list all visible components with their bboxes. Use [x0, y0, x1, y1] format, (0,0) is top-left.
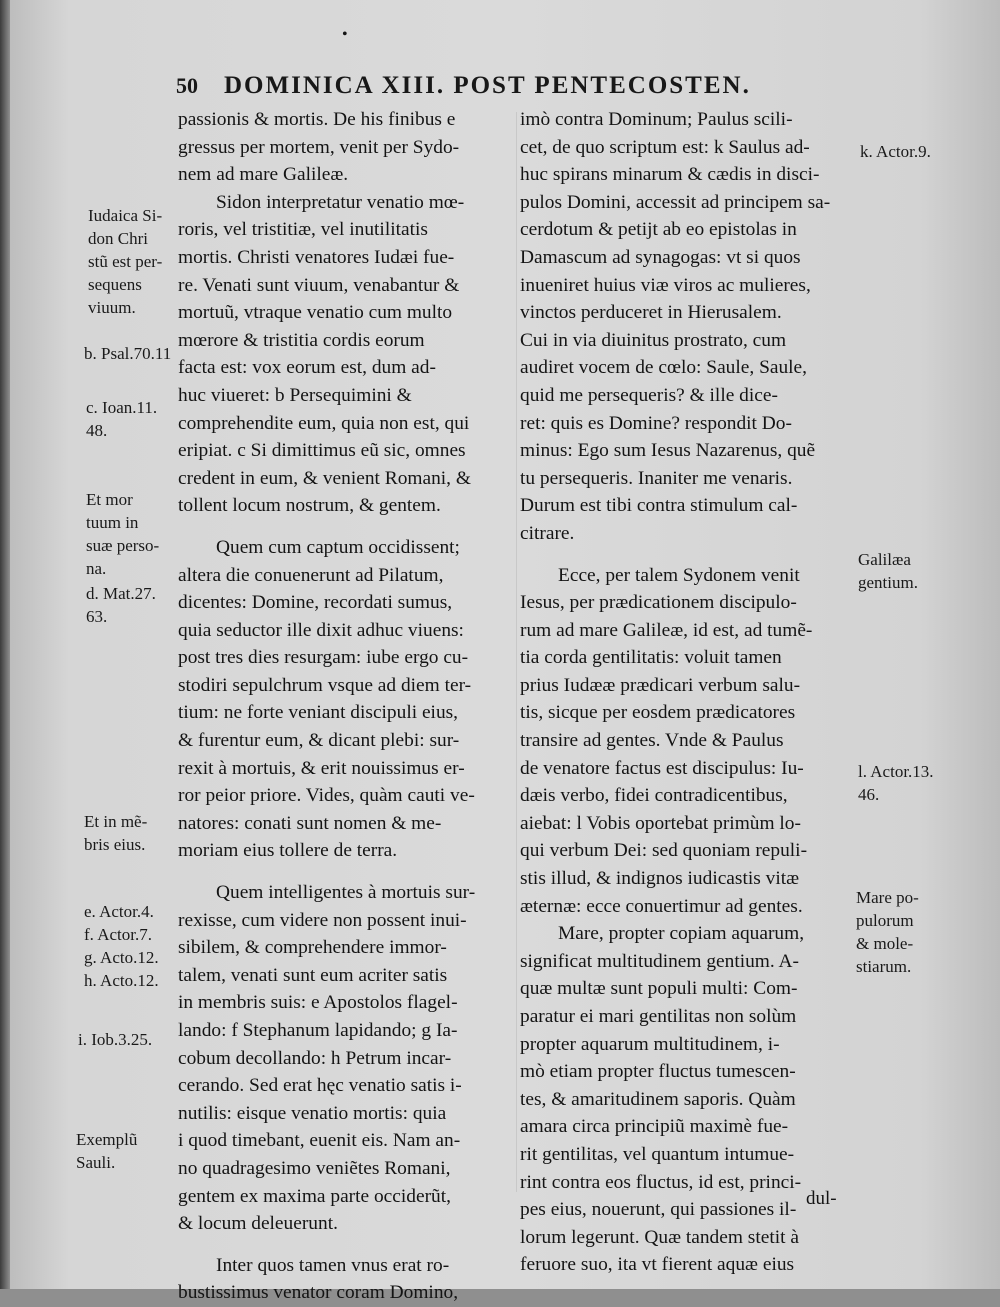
note-line: don Chri: [88, 229, 148, 248]
text-line: cerdotum & petijt ab eo epistolas in: [520, 219, 797, 241]
text-line: propter aquarum multitudinem, i-: [520, 1033, 780, 1055]
text-line: natores: conati sunt nomen & me-: [178, 812, 442, 834]
text-line: mortuũ, vtraque venatio cum multo: [178, 302, 453, 324]
text-line: æternæ: ecce conuertimur ad gentes.: [520, 895, 803, 917]
text-line: i quod timebant, euenit eis. Nam an-: [178, 1130, 461, 1152]
note-line: c. Ioan.11.: [86, 398, 158, 417]
text-line: paratur ei mari gentilitas non solùm: [520, 1006, 797, 1027]
text-line: re. Venati sunt viuum, venabantur &: [178, 274, 460, 296]
text-line: ror peior priore. Vides, quàm cauti ve-: [178, 785, 475, 807]
text-line: in membris suis: e Apostolos flagel-: [178, 992, 458, 1014]
text-line: rit gentilitas, vel quantum intumue-: [520, 1143, 795, 1165]
note-line: stũ est per-: [88, 252, 163, 271]
text-line: pulos Domini, accessit ad principem sa-: [520, 191, 831, 213]
note-line: bris eius.: [84, 835, 146, 854]
note-line: Exemplũ: [76, 1130, 138, 1149]
text-line: tium: ne forte veniant discipuli eius,: [178, 702, 459, 724]
text-line: Ecce, per talem Sydonem venit: [558, 564, 800, 586]
text-line: lando: f Stephanum lapidando; g Ia-: [178, 1020, 458, 1041]
text-line: passionis & mortis. De his finibus e: [178, 109, 456, 130]
text-line: dæis verbo, fidei contradicentibus,: [520, 785, 788, 807]
text-line: Quem intelligentes à mortuis sur-: [216, 882, 476, 904]
text-line: citrare.: [520, 522, 575, 544]
text-line: bustissimus venator coram Domino,: [178, 1282, 459, 1304]
margin-note-et-mortuum: [86, 488, 159, 580]
text-line: inueniret huius viæ viros ac mulieres,: [520, 274, 811, 296]
text-line: tu persequeris. Inaniter me venaris.: [520, 467, 793, 489]
text-line: transire ad gentes. Vnde & Paulus: [520, 730, 784, 752]
paragraph-gap: [520, 548, 856, 562]
text-line: eripiat. c Si dimittimus eũ sic, omnes: [178, 440, 466, 462]
text-line: gressus per mortem, venit per Sydo-: [178, 136, 460, 158]
margin-note-actor-list: [84, 900, 159, 992]
margin-note-galilaea-gentium: [858, 548, 918, 594]
note-line: Et in mẽ-: [84, 812, 148, 831]
note-line: 63.: [86, 607, 108, 626]
note-line: viuum.: [88, 298, 136, 317]
text-line: stis illud, & indignos iudicastis vitæ: [520, 868, 800, 890]
text-line: Sidon interpretatur venatio mœ-: [216, 191, 465, 213]
paragraph-gap: [178, 520, 516, 534]
text-line: imò contra Dominum; Paulus scili-: [520, 109, 793, 130]
text-line: huc spirans minarum & cædis in disci-: [520, 164, 820, 186]
margin-note-mare-populorum: [856, 886, 919, 978]
margin-note-actor-9: k. Actor.9.: [860, 142, 931, 161]
text-line: audiret vocem de cœlo: Saule, Saule,: [520, 357, 807, 379]
text-line: mœrore & tristitia cordis eorum: [178, 329, 425, 351]
text-line: rexisse, cum videre non possent inui-: [178, 909, 467, 931]
text-line: Quem cum captum occidissent;: [216, 536, 460, 558]
text-line: tes, & amaritudinem saporis. Quàm: [520, 1088, 796, 1110]
text-line: tis, sicque per eosdem prædicatores: [520, 702, 796, 724]
note-line: 48.: [86, 421, 108, 440]
text-line: de venatore factus est discipulus: Iu-: [520, 757, 804, 779]
margin-note-matthew: [86, 582, 156, 628]
note-line: h. Acto.12.: [84, 971, 159, 990]
text-line: lorum legerunt. Quæ tandem stetit à: [520, 1226, 799, 1248]
note-line: na.: [86, 559, 107, 578]
text-line: tia corda gentilitatis: voluit tamen: [520, 647, 782, 669]
text-line: stodiri sepulchrum vsque ad diem ter-: [178, 674, 472, 696]
text-line: post tres dies resurgam: iube ergo cu-: [178, 647, 469, 669]
note-line: pulorum: [856, 911, 914, 930]
running-header: [176, 72, 796, 108]
text-line: tollent locum nostrum, & gentem.: [178, 495, 441, 517]
text-line: gentem ex maxima parte occiderũt,: [178, 1185, 451, 1207]
page-title: DOMINICA XIII. POST PENTECOSTEN.: [224, 72, 751, 99]
note-line: 46.: [858, 785, 880, 804]
text-line: amara circa principiũ maximè fue-: [520, 1116, 789, 1138]
note-line: Mare po-: [856, 888, 919, 907]
margin-note-iudaica-sidon: [88, 204, 162, 319]
text-line: moriam eius tollere de terra.: [178, 840, 398, 862]
text-line: facta est: vox eorum est, dum ad-: [178, 357, 436, 379]
note-line: Galilæa: [858, 550, 911, 569]
text-line: rint contra eos fluctus, id est, princi-: [520, 1171, 802, 1193]
note-line: d. Mat.27.: [86, 584, 156, 603]
margin-note-ioan: [86, 396, 157, 442]
paragraph-gap: [178, 1238, 516, 1252]
right-text-column: [520, 106, 856, 1279]
text-line: ret: quis es Domine? respondit Do-: [520, 412, 792, 434]
text-line: prius Iudææ prædicari verbum salu-: [520, 674, 801, 696]
text-line: mò etiam propter fluctus tumescen-: [520, 1061, 796, 1083]
text-line: Inter quos tamen vnus erat ro-: [216, 1254, 450, 1276]
margin-note-actor-13: [858, 760, 934, 806]
book-page: [10, 0, 1000, 1304]
note-line: l. Actor.13.: [858, 762, 934, 781]
text-line: rum ad mare Galileæ, id est, ad tumẽ-: [520, 619, 813, 641]
note-line: f. Actor.7.: [84, 925, 152, 944]
book-gutter: [0, 0, 10, 1289]
left-text-column: [178, 106, 516, 1307]
text-line: & locum deleuerunt.: [178, 1213, 338, 1235]
note-line: gentium.: [858, 573, 918, 592]
text-line: significat multitudinem gentium. A-: [520, 950, 799, 972]
note-line: e. Actor.4.: [84, 902, 154, 921]
text-line: huc viueret: b Persequimini &: [178, 384, 412, 406]
text-line: roris, vel tristitiæ, vel inutilitatis: [178, 219, 428, 241]
text-line: nutilis: eisque venatio mortis: quia: [178, 1102, 447, 1124]
note-line: suæ perso-: [86, 536, 160, 555]
text-line: cobum decollando: h Petrum incar-: [178, 1047, 452, 1069]
page-number: 50: [176, 73, 198, 98]
text-line: sibilem, & comprehendere immor-: [178, 937, 447, 959]
text-line: cet, de quo scriptum est: k Saulus ad-: [520, 136, 810, 158]
catchword: dul-: [806, 1188, 837, 1209]
note-line: Et mor: [86, 490, 133, 509]
text-line: mortis. Christi venatores Iudæi fue-: [178, 246, 455, 268]
text-line: feruore suo, ita vt fierent aquæ eius: [520, 1254, 795, 1276]
text-line: vinctos perduceret in Hierusalem.: [520, 302, 782, 324]
note-line: & mole-: [856, 934, 914, 953]
text-line: rexit à mortuis, & erit nouissimus er-: [178, 757, 465, 779]
text-line: qui verbum Dei: sed quoniam repuli-: [520, 840, 808, 862]
text-line: no quadragesimo veniẽtes Romani,: [178, 1157, 451, 1179]
text-line: quid me persequeris? & ille dice-: [520, 384, 778, 406]
text-line: Iesus, per prædicationem discipulo-: [520, 592, 797, 614]
text-line: pes eius, nouerunt, qui passiones il-: [520, 1199, 797, 1221]
note-line: Sauli.: [76, 1153, 116, 1172]
paragraph-gap: [178, 865, 516, 879]
text-line: credent in eum, & venient Romani, &: [178, 467, 471, 489]
text-line: quia seductor ille dixit adhuc viuens:: [178, 619, 464, 641]
text-line: & furentur eum, & dicant plebi: sur-: [178, 730, 460, 752]
text-line: aiebat: l Vobis oportebat primùm lo-: [520, 812, 801, 834]
text-line: Mare, propter copiam aquarum,: [558, 923, 805, 945]
text-line: talem, venati sunt eum acriter satis: [178, 964, 448, 986]
note-line: g. Acto.12.: [84, 948, 159, 967]
text-line: Durum est tibi contra stimulum cal-: [520, 495, 798, 517]
text-line: quæ multæ sunt populi multi: Com-: [520, 978, 798, 1000]
note-line: tuum in: [86, 513, 139, 532]
text-line: nem ad mare Galileæ.: [178, 164, 349, 186]
ink-mark: •: [342, 26, 348, 43]
note-line: stiarum.: [856, 957, 912, 976]
text-line: Cui in via diuinitus prostrato, cum: [520, 329, 787, 351]
margin-note-exemplum-sauli: [76, 1128, 137, 1174]
text-line: dicentes: Domine, recordati sumus,: [178, 592, 453, 614]
margin-note-et-in-membris: [84, 810, 147, 856]
text-line: cerando. Sed erat hęc venatio satis i-: [178, 1075, 462, 1097]
note-line: sequens: [88, 275, 142, 294]
column-divider: [516, 112, 517, 1192]
text-line: minus: Ego sum Iesus Nazarenus, quẽ: [520, 440, 816, 462]
margin-note-iob: i. Iob.3.25.: [78, 1030, 153, 1049]
text-line: Damascum ad synagogas: vt si quos: [520, 246, 801, 268]
text-line: comprehendite eum, quia non est, qui: [178, 412, 470, 434]
margin-note-psalm: b. Psal.70.11: [84, 344, 172, 363]
text-line: altera die conuenerunt ad Pilatum,: [178, 564, 444, 586]
note-line: Iudaica Si-: [88, 206, 163, 225]
